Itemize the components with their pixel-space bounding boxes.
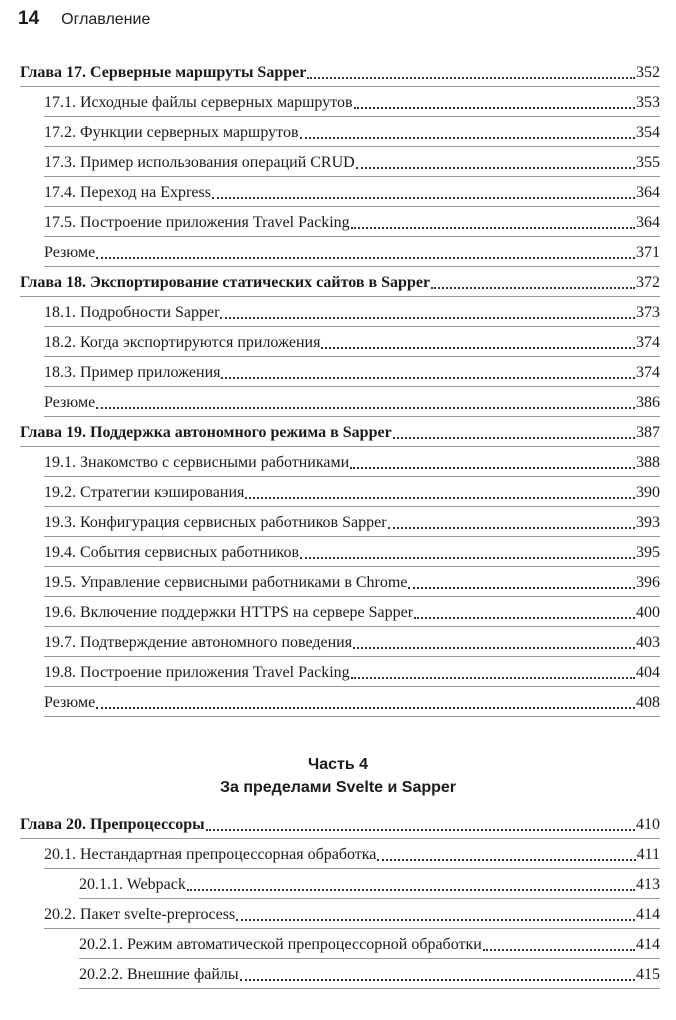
toc-entry-label: 19.5. Управление сервисными работниками в Chrome: [44, 574, 408, 591]
dot-leader: [236, 918, 635, 921]
dot-leader: [96, 256, 635, 259]
toc-entry-page: 364: [636, 214, 660, 231]
toc-entry-label: 20.2.2. Внешние файлы: [79, 966, 239, 983]
toc-entry-label: 17.3. Пример использования операций CRUD: [44, 154, 355, 171]
toc-entry-page: 353: [636, 94, 660, 111]
dot-leader: [300, 136, 636, 139]
dot-leader: [220, 316, 635, 319]
toc-entry[interactable]: [44, 597, 660, 627]
toc-entry[interactable]: [44, 297, 660, 327]
toc-entry[interactable]: [44, 507, 660, 537]
toc-entry-page: 374: [636, 334, 660, 351]
dot-leader: [245, 496, 635, 499]
toc-entry-sub[interactable]: [79, 869, 660, 899]
dot-leader: [206, 828, 635, 831]
toc-entry-page: 390: [636, 484, 660, 501]
toc-entry-page: 410: [636, 816, 660, 833]
toc-entry[interactable]: [44, 327, 660, 357]
toc-entry-label: 19.8. Построение приложения Travel Packing: [44, 664, 350, 681]
dot-leader: [321, 346, 635, 349]
dot-leader: [353, 646, 635, 649]
toc-entry-page: 372: [636, 274, 660, 291]
dot-leader: [221, 376, 635, 379]
toc-entry-page: 354: [636, 124, 660, 141]
toc-entry-label: Глава 17. Серверные маршруты Sapper: [20, 64, 307, 81]
toc-entry-label: 18.1. Подробности Sapper: [44, 304, 220, 321]
dot-leader: [377, 858, 635, 861]
toc-entry[interactable]: [44, 177, 660, 207]
toc-entry-page: 396: [636, 574, 660, 591]
toc-entry[interactable]: [44, 357, 660, 387]
toc-entry-label: 20.2. Пакет svelte-preprocess: [44, 906, 236, 923]
dot-leader: [414, 616, 635, 619]
dot-leader: [307, 76, 635, 79]
toc-entry-summary[interactable]: [44, 237, 660, 267]
toc-entry[interactable]: [44, 147, 660, 177]
toc-entry-page: 400: [636, 604, 660, 621]
toc-entry-label: 18.3. Пример приложения: [44, 364, 221, 381]
dot-leader: [354, 106, 635, 109]
toc-entry-label: Глава 20. Препроцессоры: [20, 816, 205, 833]
toc-entry-label: 20.1.1. Webpack: [79, 876, 186, 893]
toc-entry-label: 17.1. Исходные файлы серверных маршрутов: [44, 94, 353, 111]
toc-entry-page: 364: [636, 184, 660, 201]
toc-entry-page: 374: [636, 364, 660, 381]
toc-entry-page: 386: [636, 394, 660, 411]
toc-entry[interactable]: [44, 477, 660, 507]
dot-leader: [483, 948, 635, 951]
toc-entry[interactable]: [44, 899, 660, 929]
running-header: [18, 8, 150, 34]
toc-entry-page: 414: [636, 906, 660, 923]
toc-entry-label: 20.2.1. Режим автоматической препроцессорной обработки: [79, 936, 482, 953]
toc-entry-summary[interactable]: [44, 387, 660, 417]
table-of-contents: [0, 57, 676, 989]
toc-entry[interactable]: [44, 117, 660, 147]
toc-entry-label: 17.2. Функции серверных маршрутов: [44, 124, 299, 141]
dot-leader: [212, 196, 635, 199]
dot-leader: [96, 406, 635, 409]
part-heading: [0, 753, 676, 799]
page-number: 14: [18, 8, 40, 29]
toc-entry-page: 404: [636, 664, 660, 681]
toc-entry-sub[interactable]: [79, 959, 660, 989]
part-title: За пределами Svelte и Sapper: [219, 779, 457, 796]
toc-entry-page: 413: [636, 876, 660, 893]
toc-entry-label: Резюме: [44, 394, 96, 411]
toc-entry-sub[interactable]: [79, 929, 660, 959]
toc-entry-label: 19.6. Включение поддержки HTTPS на сервере Sapper: [44, 604, 414, 621]
toc-entry[interactable]: [44, 567, 660, 597]
dot-leader: [300, 556, 635, 559]
toc-entry-summary[interactable]: [44, 687, 660, 717]
toc-entry-label: 19.2. Стратегии кэширования: [44, 484, 245, 501]
dot-leader: [408, 586, 635, 589]
toc-chapter-17[interactable]: [20, 57, 660, 87]
toc-entry[interactable]: [44, 447, 660, 477]
toc-entry-label: 18.2. Когда экспортируются приложения: [44, 334, 321, 351]
toc-entry-page: 395: [636, 544, 660, 561]
toc-entry-page: 388: [636, 454, 660, 471]
dot-leader: [96, 706, 635, 709]
toc-entry-label: 17.5. Построение приложения Travel Packing: [44, 214, 350, 231]
dot-leader: [388, 526, 635, 529]
toc-entry[interactable]: [44, 839, 660, 869]
toc-entry-page: 414: [636, 936, 660, 953]
toc-entry-page: 393: [636, 514, 660, 531]
toc-entry[interactable]: [44, 537, 660, 567]
toc-entry-label: 17.4. Переход на Express: [44, 184, 211, 201]
toc-entry-page: 408: [636, 694, 660, 711]
toc-entry-page: 352: [636, 64, 660, 81]
toc-entry-page: 411: [636, 846, 660, 863]
toc-entry-page: 373: [636, 304, 660, 321]
toc-entry-label: 19.1. Знакомство с сервисными работниками: [44, 454, 350, 471]
toc-entry[interactable]: [44, 657, 660, 687]
toc-entry-label: 19.3. Конфигурация сервисных работников Sapper: [44, 514, 387, 531]
dot-leader: [350, 466, 635, 469]
toc-entry-page: 415: [636, 966, 660, 983]
dot-leader: [240, 978, 635, 981]
toc-entry-page: 355: [636, 154, 660, 171]
toc-entry-label: 20.1. Нестандартная препроцессорная обработка: [44, 846, 377, 863]
toc-entry-page: 371: [636, 244, 660, 261]
dot-leader: [351, 676, 635, 679]
toc-chapter-18[interactable]: [20, 267, 660, 297]
toc-entry[interactable]: [44, 207, 660, 237]
toc-entry-page: 387: [636, 424, 660, 441]
dot-leader: [356, 166, 635, 169]
toc-entry-page: 403: [636, 634, 660, 651]
toc-chapter-20[interactable]: [20, 809, 660, 839]
toc-chapter-19[interactable]: [20, 417, 660, 447]
part-number: Часть 4: [307, 756, 369, 773]
toc-entry-label: Глава 19. Поддержка автономного режима в Sapper: [20, 424, 392, 441]
toc-entry-label: 19.4. События сервисных работников: [44, 544, 300, 561]
dot-leader: [187, 888, 635, 891]
toc-entry-label: Глава 18. Экспортирование статических сайтов в Sapper: [20, 274, 431, 291]
toc-entry-label: 19.7. Подтверждение автономного поведения: [44, 634, 353, 651]
toc-entry-label: Резюме: [44, 694, 96, 711]
toc-entry[interactable]: [44, 87, 660, 117]
running-title: Оглавление: [61, 11, 151, 28]
dot-leader: [351, 226, 635, 229]
dot-leader: [431, 286, 635, 289]
dot-leader: [393, 436, 635, 439]
toc-entry[interactable]: [44, 627, 660, 657]
toc-entry-label: Резюме: [44, 244, 96, 261]
